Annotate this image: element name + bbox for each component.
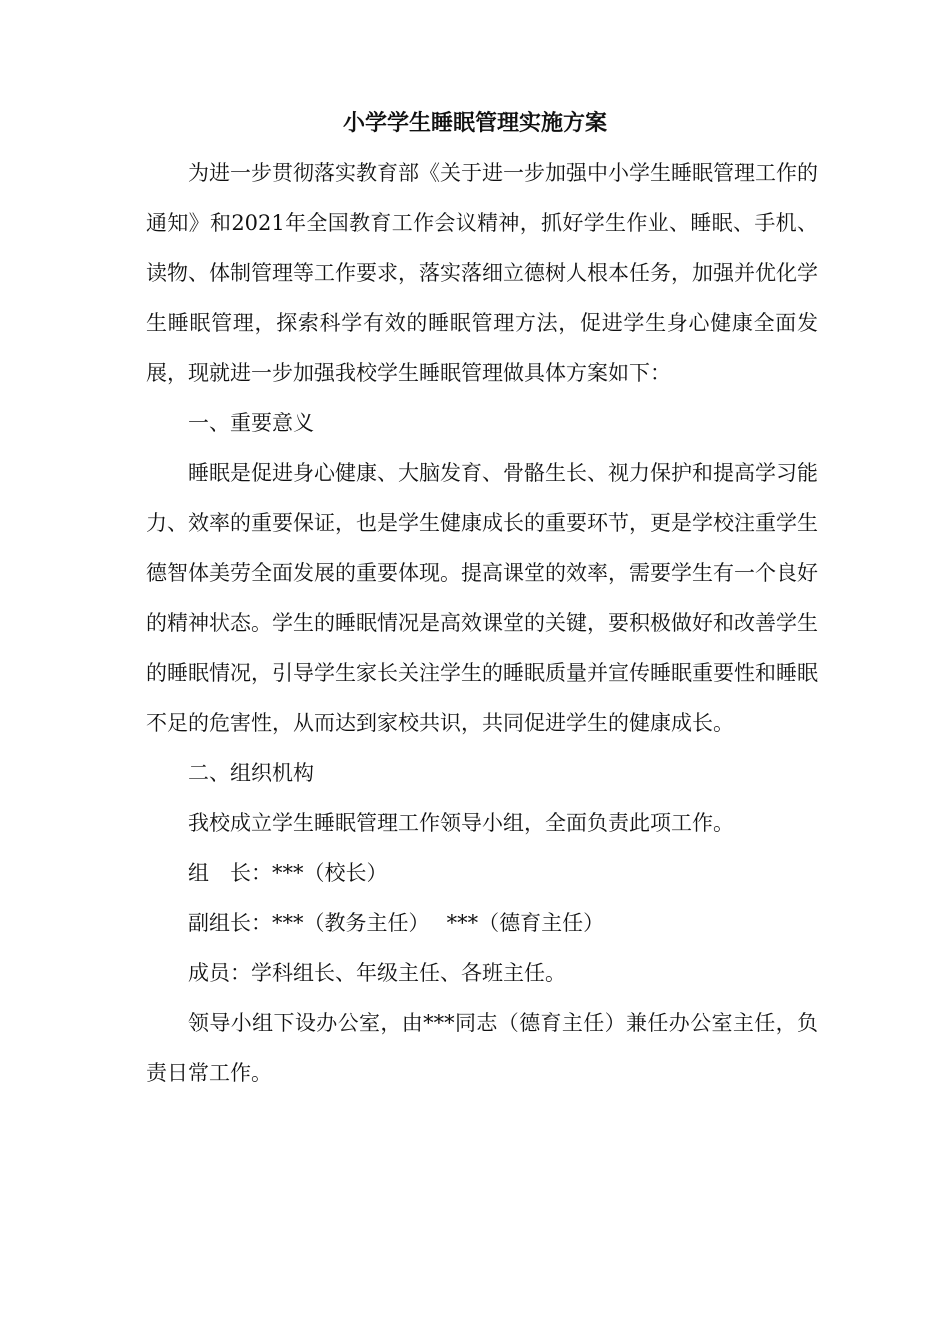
team-leader-line: 组 长：***（校长） — [188, 861, 388, 885]
deputy-leader-line: 副组长：***（教务主任） ***（德育主任） — [188, 911, 605, 935]
members-line: 成员：学科组长、年级主任、各班主任。 — [188, 961, 566, 985]
section-heading-organization: 二、组织机构 — [188, 761, 314, 785]
organization-paragraph: 我校成立学生睡眠管理工作领导小组，全面负责此项工作。 — [188, 811, 734, 835]
section-heading-significance: 一、重要意义 — [188, 411, 314, 435]
intro-paragraph: 为进一步贯彻落实教育部《关于进一步加强中小学生睡眠管理工作的通知》和2021年全国教育工作会议精神，抓好学生作业、睡眠、手机、读物、体制管理等工作要求，落实落细立德树人根本任务，加强并优化学生睡眠管理，探索科学有效的睡眠管理方法，促进学生身心健康全面发展，现就进一步加强我校学生睡眠管理做具体方案如下： — [146, 161, 818, 385]
document-body — [146, 148, 818, 1098]
document-title: 小学学生睡眠管理实施方案 — [342, 110, 607, 136]
office-paragraph: 领导小组下设办公室，由***同志（德育主任）兼任办公室主任，负责日常工作。 — [146, 1011, 818, 1085]
significance-paragraph: 睡眠是促进身心健康、大脑发育、骨骼生长、视力保护和提高学习能力、效率的重要保证，也是学生健康成长的重要环节，更是学校注重学生德智体美劳全面发展的重要体现。提高课堂的效率，需要学生有一个良好的精神状态。学生的睡眠情况是高效课堂的关键，要积极做好和改善学生的睡眠情况，引导学生家长关注学生的睡眠质量并宣传睡眠重要性和睡眠不足的危害性，从而达到家校共识，共同促进学生的健康成长。 — [146, 461, 818, 735]
